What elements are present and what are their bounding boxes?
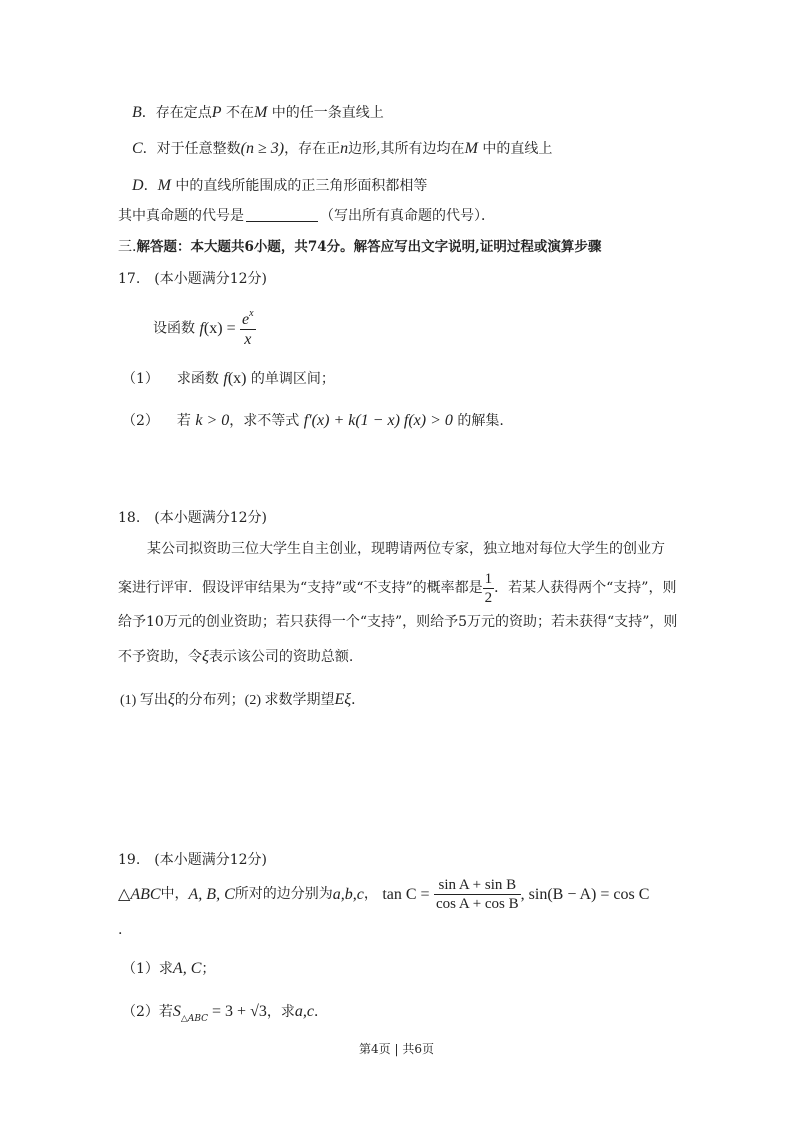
q17-p2-condition: k > 0 <box>195 412 230 429</box>
q18-line-5-a: (1) 写出 <box>120 693 168 708</box>
q19-text-2: 所对的边分别为 <box>234 886 333 903</box>
q18-line-4-a: 不予资助，令 <box>118 649 202 665</box>
option-b-label: B <box>132 104 142 121</box>
q19-p2-text: ，求 <box>266 1004 295 1020</box>
option-c-text-1: ．对于任意整数 <box>142 141 241 157</box>
option-d-label: D <box>132 177 144 194</box>
option-b-set: M <box>254 104 268 121</box>
q18-line-3: 给予10万元的创业资助；若只获得一个“支持”，则给予5万元的资助；若未获得“支持”，则 <box>118 614 678 630</box>
true-prop-text-1: 其中真命题的代号是 <box>118 208 244 224</box>
q18-line-5-end: ． <box>351 692 366 708</box>
q17-p2-text-2: ，求不等式 <box>229 413 304 429</box>
q19-p1-val: A, C <box>172 960 202 977</box>
option-b-text-1: ．存在定点 <box>141 105 212 121</box>
option-d-text-1: ． <box>143 178 158 194</box>
q19-p2-eq: = 3 + √3 <box>208 1003 267 1020</box>
option-c-text-4: 中的直线上 <box>477 141 553 157</box>
q19-p2-val: a,c <box>294 1003 314 1020</box>
q19-text-3: ， <box>363 886 378 903</box>
q17-p1-f: f <box>223 370 228 387</box>
q17-p2-inequality: f′(x) + k(1 − x) f(x) > 0 <box>303 412 453 429</box>
option-d-set: M <box>157 177 171 194</box>
q18-line-4 <box>118 647 353 666</box>
q17-function-def <box>153 308 256 349</box>
answer-blank[interactable] <box>246 207 318 222</box>
q17-p1-text-2: 的单调区间； <box>246 371 335 387</box>
q19-dot: . <box>118 922 123 938</box>
q19-p2-end: ． <box>313 1004 328 1020</box>
q18-line-5-xi: ξ <box>167 691 175 708</box>
q17-header: 17. (本小题满分12分) <box>118 271 268 287</box>
q19-sin-cos: , sin(B − A) = cos C <box>520 885 650 903</box>
option-b-text-2: 不在 <box>221 105 255 121</box>
q18-line-4-b: 表示该公司的资助总额. <box>208 649 354 665</box>
option-c <box>132 139 552 158</box>
q17-frac-exp: x <box>249 308 254 319</box>
q19-header: 19. (本小题满分12分) <box>118 852 268 868</box>
option-c-n: n <box>340 140 349 157</box>
section-3-heading <box>118 239 601 256</box>
q19-abc: ABC <box>130 885 161 903</box>
option-b <box>132 103 384 122</box>
q19-p2-area: S <box>172 1003 181 1020</box>
option-d-text-2: 中的直线所能围成的正三角形面积都相等 <box>170 178 428 194</box>
true-propositions-line <box>118 207 495 225</box>
q19-p2-label: （2）若 <box>122 1004 173 1020</box>
q18-fraction <box>483 570 495 607</box>
page-footer: 第4页 | 共6页 <box>359 1042 434 1056</box>
option-d <box>132 176 427 195</box>
q17-p2-label: （2） <box>122 413 159 429</box>
q19-fraction <box>434 876 521 913</box>
q17-setup-text: 设函数 <box>153 320 200 337</box>
q17-frac-num: e <box>242 311 250 328</box>
option-c-text-2: ，存在正 <box>284 141 341 157</box>
option-b-text-3: 中的任一条直线上 <box>267 105 384 121</box>
q18-frac-den: 2 <box>484 590 493 606</box>
q17-frac-den: x <box>240 329 256 349</box>
q19-part-2 <box>122 1002 328 1025</box>
q19-frac-num: sin A + sin B <box>438 877 517 893</box>
q18-line-2-a: 案进行评审．假设评审结果为“支持”或“不支持”的概率都是 <box>118 580 483 597</box>
q18-line-2-b: ．若某人获得两个“支持”，则 <box>494 580 677 597</box>
true-prop-text-2: （写出所有真命题的代号）． <box>320 208 495 224</box>
q18-expectation: Eξ <box>334 691 352 708</box>
q17-p1-label: （1） <box>122 371 159 387</box>
q18-line-5-b: 的分布列；(2) 求数学期望 <box>174 693 335 708</box>
q19-text-1: 中， <box>160 886 189 903</box>
option-c-condition: (n ≥ 3) <box>240 140 285 157</box>
q18-header: 18. (本小题满分12分) <box>118 510 268 526</box>
q19-triangle-symbol: △ <box>118 885 131 903</box>
q18-line-2 <box>118 570 676 607</box>
section-3-text: 解答题：本大题共6小题，共74分。解答应写出文字说明,证明过程或演算步骤 <box>136 239 602 255</box>
q18-xi: ξ <box>202 648 209 665</box>
q19-angles: A, B, C <box>188 885 235 903</box>
section-3-prefix: 三. <box>118 239 137 255</box>
option-c-label: C <box>132 140 143 157</box>
q19-tan-c: tan C = <box>382 885 430 903</box>
q19-sides: a,b,c <box>332 885 364 903</box>
q17-fraction <box>240 308 256 349</box>
q19-p2-area-sub: △ABC <box>180 1014 209 1024</box>
q17-p2-text-1: 若 <box>176 413 196 429</box>
option-c-text-3: 边形,其所有边均在 <box>348 141 465 157</box>
q17-f: f <box>199 320 204 338</box>
q17-p2-text-3: 的解集. <box>452 413 504 429</box>
q17-p1-arg: (x) <box>227 370 247 387</box>
q18-line-1: 某公司拟资助三位大学生自主创业，现聘请两位专家，独立地对每位大学生的创业方 <box>147 541 665 557</box>
q18-line-5 <box>120 690 365 710</box>
q17-p1-text-1: 求函数 <box>176 371 224 387</box>
q19-p1-label: （1）求 <box>122 961 173 977</box>
q17-f-arg: (x) = <box>203 320 236 338</box>
option-c-set: M <box>464 140 478 157</box>
q19-frac-den: cos A + cos B <box>436 896 519 912</box>
q19-p1-end: ； <box>201 961 216 977</box>
option-b-point: P <box>211 104 222 121</box>
q19-statement <box>118 876 649 913</box>
q17-part-2 <box>122 411 504 430</box>
q19-part-1 <box>122 959 215 978</box>
q17-part-1 <box>122 369 335 388</box>
q18-frac-num: 1 <box>484 571 493 587</box>
